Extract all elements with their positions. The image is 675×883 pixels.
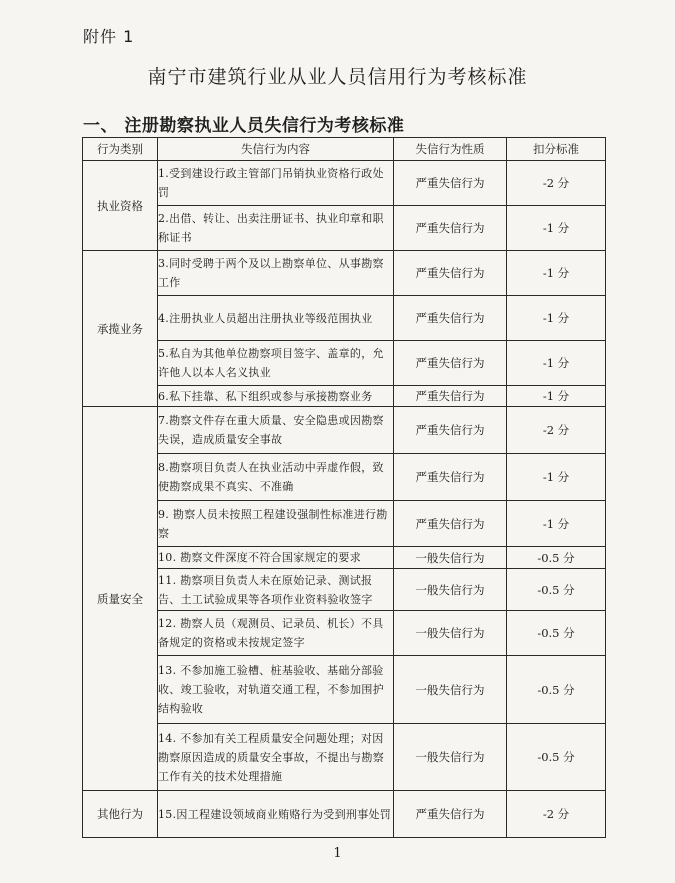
header-category: 行为类别	[83, 138, 158, 161]
nature-cell: 一般失信行为	[394, 611, 507, 656]
nature-cell: 一般失信行为	[394, 656, 507, 724]
nature-cell: 严重失信行为	[394, 341, 507, 386]
category-cell: 承揽业务	[83, 251, 158, 407]
content-cell: 7.勘察文件存在重大质量、安全隐患或因勘察失误，造成质量安全事故	[158, 407, 394, 454]
header-nature: 失信行为性质	[394, 138, 507, 161]
content-cell: 12. 勘察人员（观测员、记录员、机长）不具备规定的资格或未按规定签字	[158, 611, 394, 656]
nature-cell: 严重失信行为	[394, 454, 507, 501]
score-cell: -0.5 分	[507, 569, 606, 611]
document-title: 南宁市建筑行业从业人员信用行为考核标准	[147, 66, 528, 88]
score-cell: -2 分	[507, 407, 606, 454]
content-cell: 1.受到建设行政主管部门吊销执业资格行政处罚	[158, 161, 394, 206]
content-cell: 6.私下挂靠、私下组织或参与承接勘察业务	[158, 386, 394, 407]
table-row	[83, 611, 606, 656]
table-row	[83, 407, 606, 454]
content-cell: 9. 勘察人员未按照工程建设强制性标准进行勘察	[158, 501, 394, 547]
category-cell: 执业资格	[83, 161, 158, 251]
table-row	[83, 161, 606, 206]
table-row	[83, 656, 606, 724]
category-cell: 其他行为	[83, 791, 158, 838]
content-cell: 14. 不参加有关工程质量安全问题处理；对因勘察原因造成的质量安全事故，不提出与勘察工作有关的技术处理措施	[158, 724, 394, 791]
content-cell: 13. 不参加施工验槽、桩基验收、基础分部验收、竣工验收，对轨道交通工程，不参加围护结构验收	[158, 656, 394, 724]
nature-cell: 严重失信行为	[394, 386, 507, 407]
content-cell: 4.注册执业人员超出注册执业等级范围执业	[158, 296, 394, 341]
table-row	[83, 724, 606, 791]
score-cell: -0.5 分	[507, 547, 606, 569]
header-content: 失信行为内容	[158, 138, 394, 161]
header-score: 扣分标准	[507, 138, 606, 161]
table-row	[83, 386, 606, 407]
content-cell: 5.私自为其他单位勘察项目签字、盖章的，允许他人以本人名义执业	[158, 341, 394, 386]
table-row	[83, 791, 606, 838]
nature-cell: 一般失信行为	[394, 724, 507, 791]
table-row	[83, 501, 606, 547]
content-cell: 15.因工程建设领域商业贿赂行为受到刑事处罚	[158, 791, 394, 838]
credit-standards-table	[82, 137, 606, 838]
table-header-row	[83, 138, 606, 161]
table-row	[83, 569, 606, 611]
score-cell: -0.5 分	[507, 611, 606, 656]
category-cell: 质量安全	[83, 407, 158, 791]
content-cell: 10. 勘察文件深度不符合国家规定的要求	[158, 547, 394, 569]
table-row	[83, 206, 606, 251]
nature-cell: 严重失信行为	[394, 161, 507, 206]
content-cell: 8.勘察项目负责人在执业活动中弄虚作假，致使勘察成果不真实、不准确	[158, 454, 394, 501]
nature-cell: 严重失信行为	[394, 296, 507, 341]
table-row	[83, 547, 606, 569]
score-cell: -1 分	[507, 501, 606, 547]
score-cell: -0.5 分	[507, 656, 606, 724]
score-cell: -1 分	[507, 206, 606, 251]
page-number: 1	[333, 846, 342, 861]
table-row	[83, 341, 606, 386]
score-cell: -0.5 分	[507, 724, 606, 791]
nature-cell: 一般失信行为	[394, 547, 507, 569]
nature-cell: 严重失信行为	[394, 407, 507, 454]
score-cell: -2 分	[507, 161, 606, 206]
score-cell: -1 分	[507, 454, 606, 501]
score-cell: -1 分	[507, 251, 606, 296]
nature-cell: 一般失信行为	[394, 569, 507, 611]
table-row	[83, 296, 606, 341]
table-row	[83, 454, 606, 501]
score-cell: -1 分	[507, 386, 606, 407]
table-row	[83, 251, 606, 296]
content-cell: 11. 勘察项目负责人未在原始记录、测试报告、土工试验成果等各项作业资料验收签字	[158, 569, 394, 611]
score-cell: -1 分	[507, 341, 606, 386]
attachment-label: 附件 1	[83, 27, 135, 46]
nature-cell: 严重失信行为	[394, 791, 507, 838]
content-cell: 2.出借、转让、出卖注册证书、执业印章和职称证书	[158, 206, 394, 251]
nature-cell: 严重失信行为	[394, 206, 507, 251]
score-cell: -1 分	[507, 296, 606, 341]
section-title: 一、 注册勘察执业人员失信行为考核标准	[83, 116, 405, 136]
score-cell: -2 分	[507, 791, 606, 838]
nature-cell: 严重失信行为	[394, 251, 507, 296]
content-cell: 3.同时受聘于两个及以上勘察单位、从事勘察工作	[158, 251, 394, 296]
nature-cell: 严重失信行为	[394, 501, 507, 547]
